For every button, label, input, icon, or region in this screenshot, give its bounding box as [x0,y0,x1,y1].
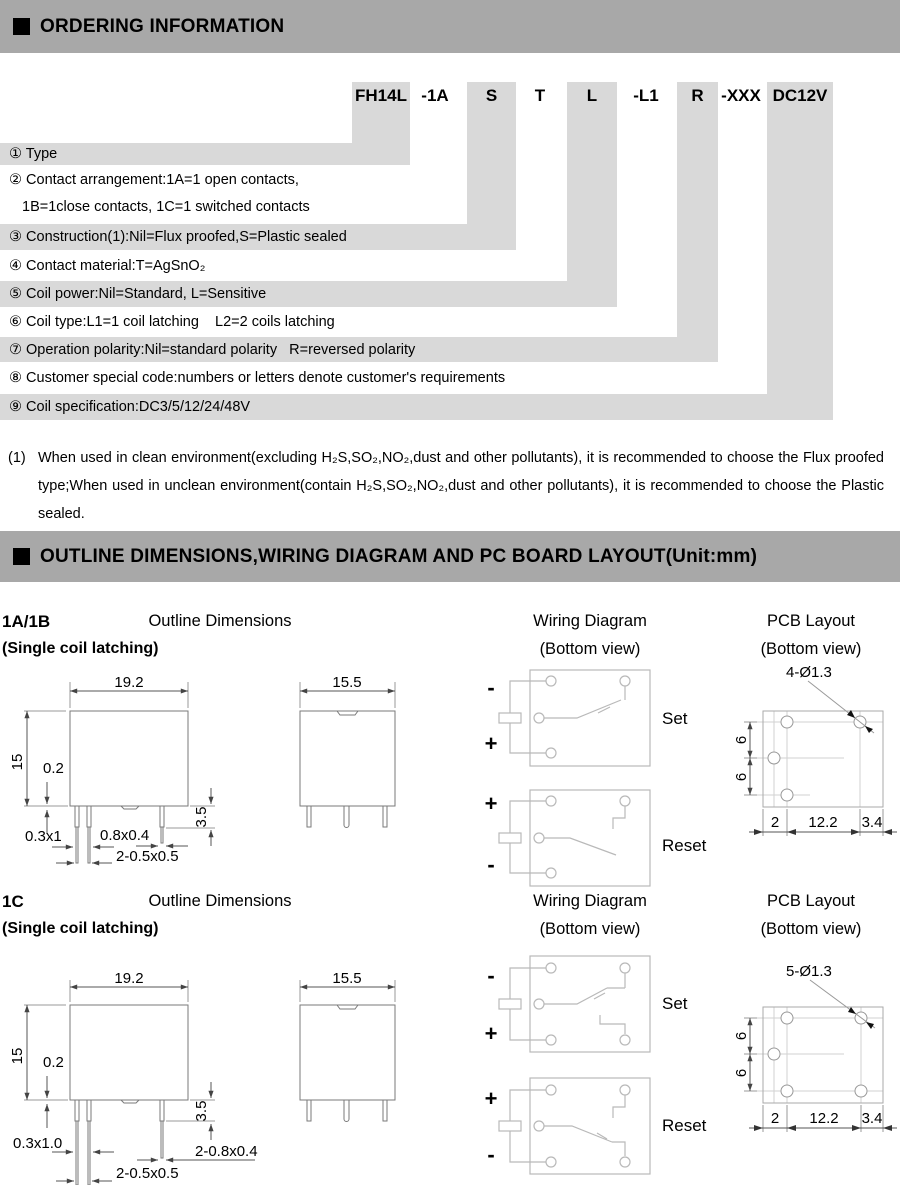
relay-front-view [9,970,258,1185]
dim-v2: 6 [733,1068,750,1078]
dim-height: 15 [9,1047,26,1065]
dim-standoff: 0.2 [43,1054,64,1071]
set-label: Set [662,994,688,1013]
polarity-minus: - [487,1142,495,1167]
pcb-layout-drawing [733,664,897,836]
pcb-layout-title: PCB Layout [766,892,856,910]
outline-dimensions-header [0,531,900,582]
code-part-coil-spec: DC12V [772,86,828,105]
code-part-coil-power: L [586,86,598,105]
code-part-coil-type: -L1 [633,86,659,105]
section-marker-square-icon [13,548,30,565]
dim-h2: 12.2 [809,1110,839,1127]
ordering-information-header [0,0,900,53]
polarity-plus: + [484,731,498,756]
pcb-layout-subtitle: (Bottom view) [760,920,862,938]
dim-h3: 3.4 [861,814,883,831]
dim-h2: 12.2 [808,814,838,831]
polarity-plus: + [484,1086,498,1111]
mounting-hole [781,1085,793,1097]
polarity-plus: + [484,791,498,816]
code-part-contact: -1A [421,86,449,105]
dim-v2: 6 [733,772,750,782]
mounting-hole [768,752,780,764]
ordering-row-type [0,143,410,165]
pcb-layout-title: PCB Layout [766,612,856,630]
variant-subtitle-1a1b: (Single coil latching) [2,640,159,657]
dim-width: 19.2 [114,674,144,691]
section-title: ORDERING INFORMATION [40,15,285,37]
wiring-diagram-title: Wiring Diagram [533,612,647,630]
footnote-text: When used in clean environment(excluding H₂S,SO₂,NO₂,dust and other pollutants), it is recommended to choose the Flux proofed type;When used in unclean environment(contain H₂S,SO₂,NO₂,dust and other pollutants), it is recommended to choose the Plastic sealed. [38,450,884,522]
dim-standoff: 0.2 [43,760,64,777]
dim-pin-c: 2-0.5x0.5 [116,1165,179,1182]
dim-pin-a: 0.3x1 [25,828,62,845]
dim-h3: 3.4 [861,1110,883,1127]
pcb-layout-drawing [733,963,897,1132]
polarity-minus: - [487,675,495,700]
mounting-hole [781,789,793,801]
dim-pin-seat: 3.5 [193,1100,210,1122]
polarity-minus: - [487,963,495,988]
wiring-diagram-reset [485,1078,707,1174]
dim-pin-seat: 3.5 [193,806,210,828]
variant-label-1a1b: 1A/1B [2,612,51,631]
set-label: Set [662,709,688,728]
code-column-bar-r [677,82,718,362]
ordering-row-text: ③ Construction(1):Nil=Flux proofed,S=Plastic sealed [9,229,347,245]
relay-side-view [300,674,395,828]
ordering-row-text: ① Type [9,146,58,162]
footnote-number: (1) [8,450,26,466]
polarity-minus: - [487,852,495,877]
wiring-diagram-subtitle: (Bottom view) [539,920,641,938]
code-column-bar-l [567,82,617,307]
ordering-row-coil-spec [0,394,833,420]
dim-width: 19.2 [114,970,144,987]
ordering-row-material: ④ Contact material:T=AgSnO₂ [9,257,206,274]
dim-pin-a: 0.3x1.0 [13,1135,63,1152]
reset-label: Reset [662,836,707,855]
code-part-special: -XXX [721,86,761,105]
hole-callout: 4-Ø1.3 [786,664,832,681]
reset-label: Reset [662,1116,707,1135]
section-title: OUTLINE DIMENSIONS,WIRING DIAGRAM AND PC BOARD LAYOUT(Unit:mm) [40,545,758,567]
wiring-diagram-reset [485,790,707,886]
wiring-diagram-set [485,956,688,1052]
dim-pin-b: 2-0.8x0.4 [195,1143,258,1160]
code-part-type: FH14L [355,86,407,105]
outline-dimensions-title: Outline Dimensions [148,612,292,630]
dim-side-width: 15.5 [332,970,362,987]
ordering-row-contact-line2: 1B=1close contacts, 1C=1 switched contacts [22,199,310,215]
drawings-1c [0,880,900,1185]
pcb-layout-subtitle: (Bottom view) [760,640,862,658]
wiring-diagram-title: Wiring Diagram [533,892,647,910]
dim-pin-b: 0.8x0.4 [100,827,150,844]
ordering-row-contact-line1: ② Contact arrangement:1A=1 open contacts, [9,172,299,188]
outline-dimensions-title: Outline Dimensions [148,892,292,910]
dim-height: 15 [9,753,26,771]
variant-subtitle-1c: (Single coil latching) [2,920,159,937]
variant-label-1c: 1C [2,892,24,911]
ordering-row-special-code: ⑧ Customer special code:numbers or letters denote customer's requirements [9,370,506,386]
ordering-row-coil-type: ⑥ Coil type:L1=1 coil latching L2=2 coils latching [9,313,335,330]
code-column-bar-dc12v [767,82,833,420]
mounting-hole [781,1012,793,1024]
dim-v1: 6 [733,735,750,745]
coil-symbol [499,713,521,723]
mounting-hole [855,1085,867,1097]
code-part-polarity: R [691,86,704,105]
coil-symbol [499,833,521,843]
dim-side-width: 15.5 [332,674,362,691]
hole-callout: 5-Ø1.3 [786,963,832,980]
dim-h1: 2 [770,1110,780,1127]
mounting-hole [781,716,793,728]
relay-front-view [9,674,215,865]
ordering-row-coil-power [0,281,617,307]
ordering-row-polarity [0,337,718,362]
section-marker-square-icon [13,18,30,35]
ordering-row-text: ⑤ Coil power:Nil=Standard, L=Sensitive [9,286,267,302]
code-part-material: T [534,86,546,105]
polarity-plus: + [484,1021,498,1046]
ordering-row-construction [0,224,516,250]
code-part-construction: S [485,86,498,105]
relay-side-view [300,970,395,1122]
drawings-1a1b [0,600,900,890]
dim-pin-c: 2-0.5x0.5 [116,848,179,865]
dim-v1: 6 [733,1031,750,1041]
wiring-diagram-set [485,670,688,766]
mounting-hole [768,1048,780,1060]
wiring-diagram-subtitle: (Bottom view) [539,640,641,658]
ordering-row-text: ⑦ Operation polarity:Nil=standard polarity R=reversed polarity [9,341,416,358]
ordering-row-text: ⑨ Coil specification:DC3/5/12/24/48V [9,399,251,415]
coil-symbol [499,1121,521,1131]
dim-h1: 2 [770,814,780,831]
coil-symbol [499,999,521,1009]
